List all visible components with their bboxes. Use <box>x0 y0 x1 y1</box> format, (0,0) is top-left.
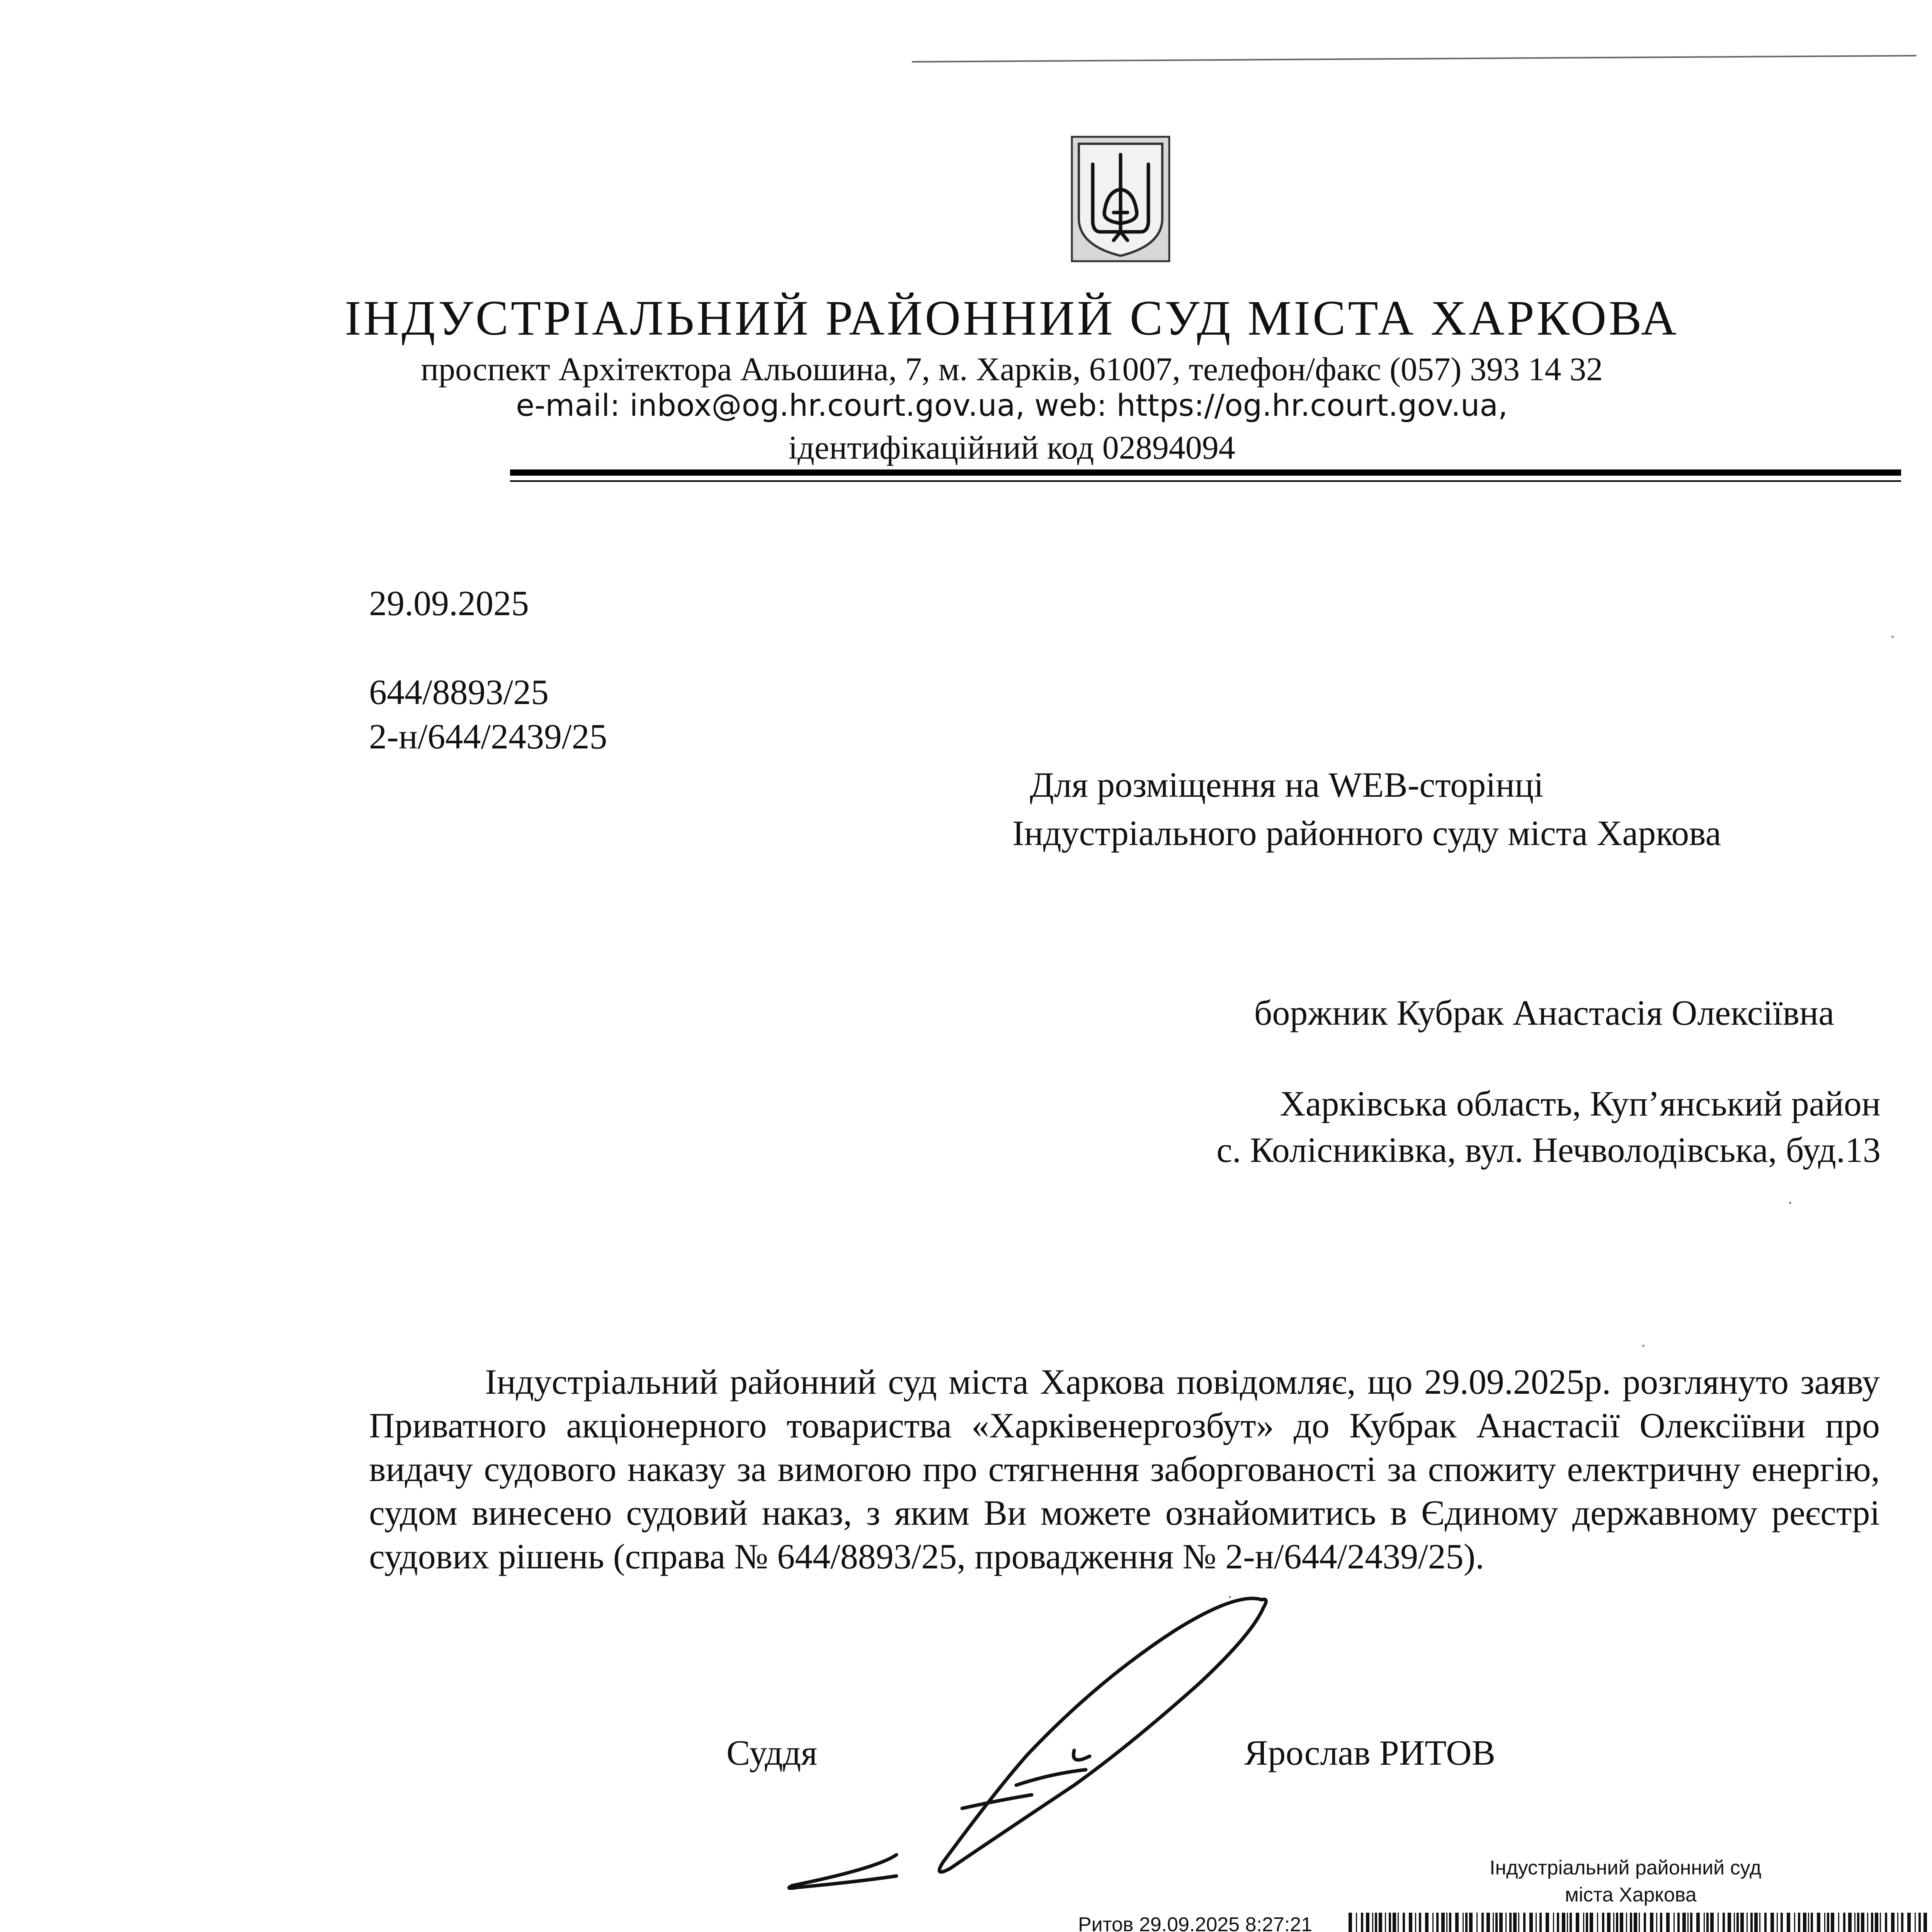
barcode-bar <box>1696 1913 1700 1932</box>
barcode-bar <box>1529 1913 1533 1932</box>
barcode-bar <box>1754 1913 1758 1932</box>
barcode-bar <box>1787 1913 1790 1932</box>
barcode-bar <box>1570 1913 1572 1932</box>
barcode-bar <box>1446 1913 1447 1932</box>
barcode-bar <box>1843 1913 1845 1932</box>
barcode-bar <box>1687 1913 1689 1932</box>
barcode-bar <box>1432 1913 1434 1932</box>
barcode-bar <box>1366 1913 1369 1932</box>
barcode-bar <box>1465 1913 1468 1932</box>
barcode-bar <box>1880 1913 1881 1932</box>
barcode-bar <box>1857 1913 1859 1932</box>
barcode-bar <box>1557 1913 1559 1932</box>
barcode-bar <box>1486 1913 1490 1932</box>
barcode-bar <box>1419 1913 1421 1932</box>
court-web-email: e-mail: inbox@og.hr.court.gov.ua, web: https://og.hr.court.gov.ua, <box>516 388 1508 423</box>
barcode-bar <box>1481 1913 1484 1932</box>
barcode-bar <box>1499 1913 1503 1932</box>
barcode-bar <box>1518 1913 1519 1932</box>
barcode-bar <box>1777 1913 1778 1932</box>
barcode-bar <box>1656 1913 1657 1932</box>
barcode-bar <box>1871 1913 1873 1932</box>
barcode-bar <box>1505 1913 1507 1932</box>
barcode-bar <box>1811 1913 1813 1932</box>
barcode-bar <box>1449 1913 1451 1932</box>
barcode-bar <box>1808 1913 1809 1932</box>
scan-speck <box>1642 1345 1645 1347</box>
barcode-bar <box>1827 1913 1829 1932</box>
barcode-bar <box>1602 1913 1604 1932</box>
barcode-bar <box>1673 1913 1675 1932</box>
barcode-bar <box>1901 1913 1903 1932</box>
scan-speck <box>1891 636 1894 638</box>
header-divider-thin <box>510 480 1901 482</box>
debtor-address-line-2: с. Колісниківка, вул. Нечволодівська, буд.13 <box>1216 1130 1881 1170</box>
barcode-bar <box>1616 1913 1618 1932</box>
barcode-bar <box>1915 1913 1916 1932</box>
barcode-bar <box>1361 1913 1363 1932</box>
barcode-bar <box>1398 1913 1399 1932</box>
barcode-bar <box>1854 1913 1855 1932</box>
stamp-org-line-1: Індустріальний районний суд <box>1490 1857 1762 1879</box>
barcode-bar <box>1677 1913 1680 1932</box>
barcode-bar <box>1513 1913 1517 1932</box>
stamp-org-line-2: міста Харкова <box>1565 1884 1697 1906</box>
barcode-bar <box>1476 1913 1478 1932</box>
barcode-bar <box>1393 1913 1396 1932</box>
barcode-bar <box>1867 1913 1868 1932</box>
barcode-bar <box>1523 1913 1526 1932</box>
barcode-bar <box>1764 1913 1767 1932</box>
debtor-address-line-1: Харківська область, Куп’янський район <box>1280 1084 1881 1123</box>
barcode-bar <box>1590 1913 1593 1932</box>
barcode-bar <box>1803 1913 1806 1932</box>
stamp-signed-by: Ритов 29.09.2025 8:27:21 <box>1078 1913 1313 1932</box>
scan-speck <box>1229 1596 1231 1598</box>
barcode-bar <box>1493 1913 1494 1932</box>
barcode-bar <box>1509 1913 1512 1932</box>
barcode-bar <box>1389 1913 1391 1932</box>
barcode-bar <box>1644 1913 1646 1932</box>
barcode-bar <box>1613 1913 1614 1932</box>
barcode-bar <box>1403 1913 1405 1932</box>
barcode-bar <box>1747 1913 1748 1932</box>
scan-speck <box>1789 1202 1791 1204</box>
barcode-bar <box>1436 1913 1439 1932</box>
barcode-bar <box>1660 1913 1662 1932</box>
recipient-line-2: Індустріального районного суду міста Харкова <box>1012 813 1721 853</box>
barcode-bar <box>1918 1913 1921 1932</box>
barcode-bar <box>1734 1913 1735 1932</box>
barcode-bar <box>1710 1913 1714 1932</box>
barcode-bar <box>1704 1913 1705 1932</box>
debtor-name: боржник Кубрак Анастасія Олексіївна <box>1254 993 1834 1032</box>
barcode-bar <box>1718 1913 1719 1932</box>
barcode-bar <box>1372 1913 1373 1932</box>
barcode-bar <box>1385 1913 1386 1932</box>
barcode-bar <box>1536 1913 1537 1932</box>
court-address: проспект Архітектора Альошина, 7, м. Харків, 61007, телефон/факс (057) 393 14 32 <box>421 350 1603 388</box>
barcode-bar <box>1838 1913 1839 1932</box>
proceeding-number: 2-н/644/2439/25 <box>369 717 607 756</box>
barcode-bar <box>1562 1913 1565 1932</box>
barcode-bar <box>1630 1913 1632 1932</box>
barcode-bar <box>1682 1913 1686 1932</box>
signer-role: Суддя <box>726 1733 818 1772</box>
barcode-bar <box>1626 1913 1627 1932</box>
case-number: 644/8893/25 <box>369 672 549 712</box>
signer-name: Ярослав РИТОВ <box>1244 1733 1496 1772</box>
barcode-bar <box>1463 1913 1464 1932</box>
barcode-bar <box>1576 1913 1579 1932</box>
barcode-bar <box>1723 1913 1725 1932</box>
barcode-bar <box>1666 1913 1670 1932</box>
barcode-bar <box>1567 1913 1568 1932</box>
barcode-bar <box>1728 1913 1731 1932</box>
barcode-bar <box>1607 1913 1611 1932</box>
barcode-bar <box>1415 1913 1416 1932</box>
barcode-bar <box>1546 1913 1549 1932</box>
coat-of-arms-icon <box>1070 135 1171 263</box>
barcode-bar <box>1798 1913 1800 1932</box>
scan-artifact-line <box>912 55 1917 63</box>
barcode-bar <box>1495 1913 1498 1932</box>
barcode-bar <box>1356 1913 1357 1932</box>
barcode-bar <box>1583 1913 1584 1932</box>
barcode-bar <box>1848 1913 1852 1932</box>
barcode-bar <box>1539 1913 1542 1932</box>
barcode-bar <box>1781 1913 1783 1932</box>
barcode-bar <box>1379 1913 1382 1932</box>
barcode-bar <box>1690 1913 1692 1932</box>
barcode-bar <box>1455 1913 1459 1932</box>
barcode <box>1349 1913 1932 1932</box>
barcode-bar <box>1349 1913 1352 1932</box>
barcode-bar <box>1736 1913 1739 1932</box>
barcode-bar <box>1923 1913 1927 1932</box>
barcode-bar <box>1861 1913 1864 1932</box>
barcode-bar <box>1441 1913 1445 1932</box>
barcode-bar <box>1759 1913 1760 1932</box>
barcode-bar <box>1740 1913 1744 1932</box>
recipient-line-1: Для розміщення на WEB-сторінці <box>1030 765 1544 804</box>
barcode-bar <box>1897 1913 1898 1932</box>
court-identification-code: ідентифікаційний код 02894094 <box>788 429 1235 466</box>
notice-paragraph: Індустріальний районний суд міста Харкова повідомляє, що 29.09.2025р. розглянуто заяву Приватного акціонерного товариства «Харківенергозбут» до Кубрак Анастасії Олексіївни про видачу судового наказу за вимогою про стягнення заборгованості за спожиту електричну енергію, судом винесено судовий наказ, з яким Ви можете ознайомитись в Єдиному державному реєстрі судових рішень (справа № 644/8893/25, провадження № 2-н/644/2439/25). <box>369 1362 1880 1576</box>
barcode-bar <box>1425 1913 1429 1932</box>
barcode-bar <box>1875 1913 1878 1932</box>
barcode-bar <box>1706 1913 1709 1932</box>
barcode-bar <box>1553 1913 1554 1932</box>
barcode-bar <box>1634 1913 1637 1932</box>
barcode-bar <box>1831 1913 1834 1932</box>
barcode-bar <box>1824 1913 1825 1932</box>
header-divider-thick <box>510 469 1901 476</box>
barcode-bar <box>1891 1913 1895 1932</box>
barcode-bar <box>1375 1913 1377 1932</box>
barcode-bar <box>1770 1913 1774 1932</box>
barcode-bar <box>1885 1913 1887 1932</box>
barcode-bar <box>1750 1913 1753 1932</box>
barcode-bar <box>1639 1913 1640 1932</box>
barcode-bar <box>1469 1913 1473 1932</box>
handwritten-signature <box>781 1584 1298 1901</box>
document-date: 29.09.2025 <box>369 583 529 623</box>
barcode-bar <box>1597 1913 1598 1932</box>
barcode-bar <box>1817 1913 1820 1932</box>
barcode-bar <box>1620 1913 1623 1932</box>
barcode-bar <box>1794 1913 1795 1932</box>
barcode-bar <box>1650 1913 1653 1932</box>
barcode-bar <box>1409 1913 1412 1932</box>
barcode-bar <box>1586 1913 1588 1932</box>
barcode-bar <box>1907 1913 1911 1932</box>
court-name: ІНДУСТРІАЛЬНИЙ РАЙОННИЙ СУД МІСТА ХАРКОВА <box>344 291 1679 345</box>
